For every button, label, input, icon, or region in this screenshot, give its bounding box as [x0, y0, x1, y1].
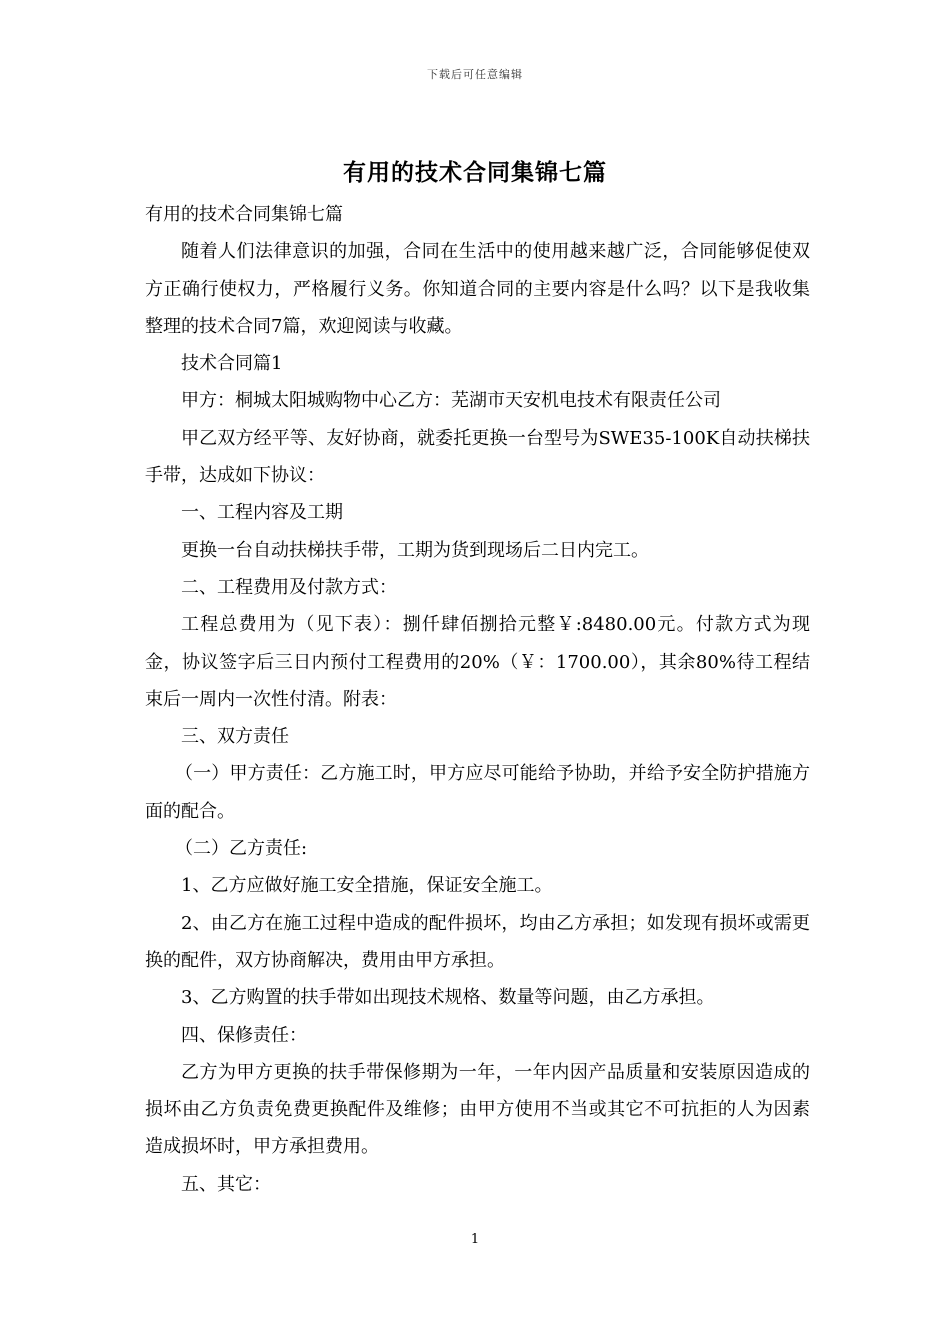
clause-text-2: 工程总费用为（见下表）：捌仟肆佰捌拾元整￥:8480.00元。付款方式为现金，协议签字后三日内预付工程费用的20%（￥：1700.00），其余80%待工程结束后一周内一次性付清。附表：: [145, 614, 810, 710]
document-title: 有用的技术合同集锦七篇: [343, 159, 607, 186]
section-heading-contract-1: 技术合同篇1: [181, 353, 283, 375]
clause-heading-3: 三、双方责任: [181, 726, 289, 748]
clause-heading-5: 五、其它：: [181, 1173, 271, 1195]
subtitle-paragraph: 有用的技术合同集锦七篇: [145, 204, 343, 225]
clause-heading-1: 一、工程内容及工期: [181, 502, 343, 524]
clause-heading-4: 四、保修责任：: [181, 1024, 307, 1046]
document-body: [145, 196, 810, 1203]
parties-paragraph: 甲方：桐城太阳城购物中心乙方：芜湖市天安机电技术有限责任公司: [181, 390, 721, 412]
party-b-responsibility-heading: （二）乙方责任:: [175, 838, 308, 860]
clause-heading-2: 二、工程费用及付款方式：: [181, 576, 397, 598]
intro-paragraph: 随着人们法律意识的加强，合同在生活中的使用越来越广泛，合同能够促使双方正确行使权力，严格履行义务。你知道合同的主要内容是什么吗？以下是我收集整理的技术合同7篇，欢迎阅读与收藏。: [145, 241, 810, 337]
warranty-paragraph: 乙方为甲方更换的扶手带保修期为一年，一年内因产品质量和安装原因造成的损坏由乙方负责免费更换配件及维修；由甲方使用不当或其它不可抗拒的人为因素造成损坏时，甲方承担费用。: [145, 1061, 810, 1158]
party-b-item-2: 2、由乙方在施工过程中造成的配件损坏，均由乙方承担；如发现有损坏或需更换的配件，双方协商解决，费用由甲方承担。: [145, 912, 810, 971]
clause-text-1: 更换一台自动扶梯扶手带，工期为货到现场后二日内完工。: [181, 539, 649, 561]
agreement-paragraph: 甲乙双方经平等、友好协商，就委托更换一台型号为SWE35-100K自动扶梯扶手带，达成如下协议：: [145, 427, 810, 487]
page-header-note: 下载后可任意编辑: [427, 68, 523, 81]
party-b-item-1: 1、乙方应做好施工安全措施，保证安全施工。: [181, 875, 553, 897]
page-number: 1: [470, 1232, 480, 1247]
party-b-item-3: 3、乙方购置的扶手带如出现技术规格、数量等问题，由乙方承担。: [181, 987, 715, 1009]
party-a-responsibility: （一）甲方责任：乙方施工时，甲方应尽可能给予协助，并给予安全防护措施方面的配合。: [145, 763, 810, 822]
